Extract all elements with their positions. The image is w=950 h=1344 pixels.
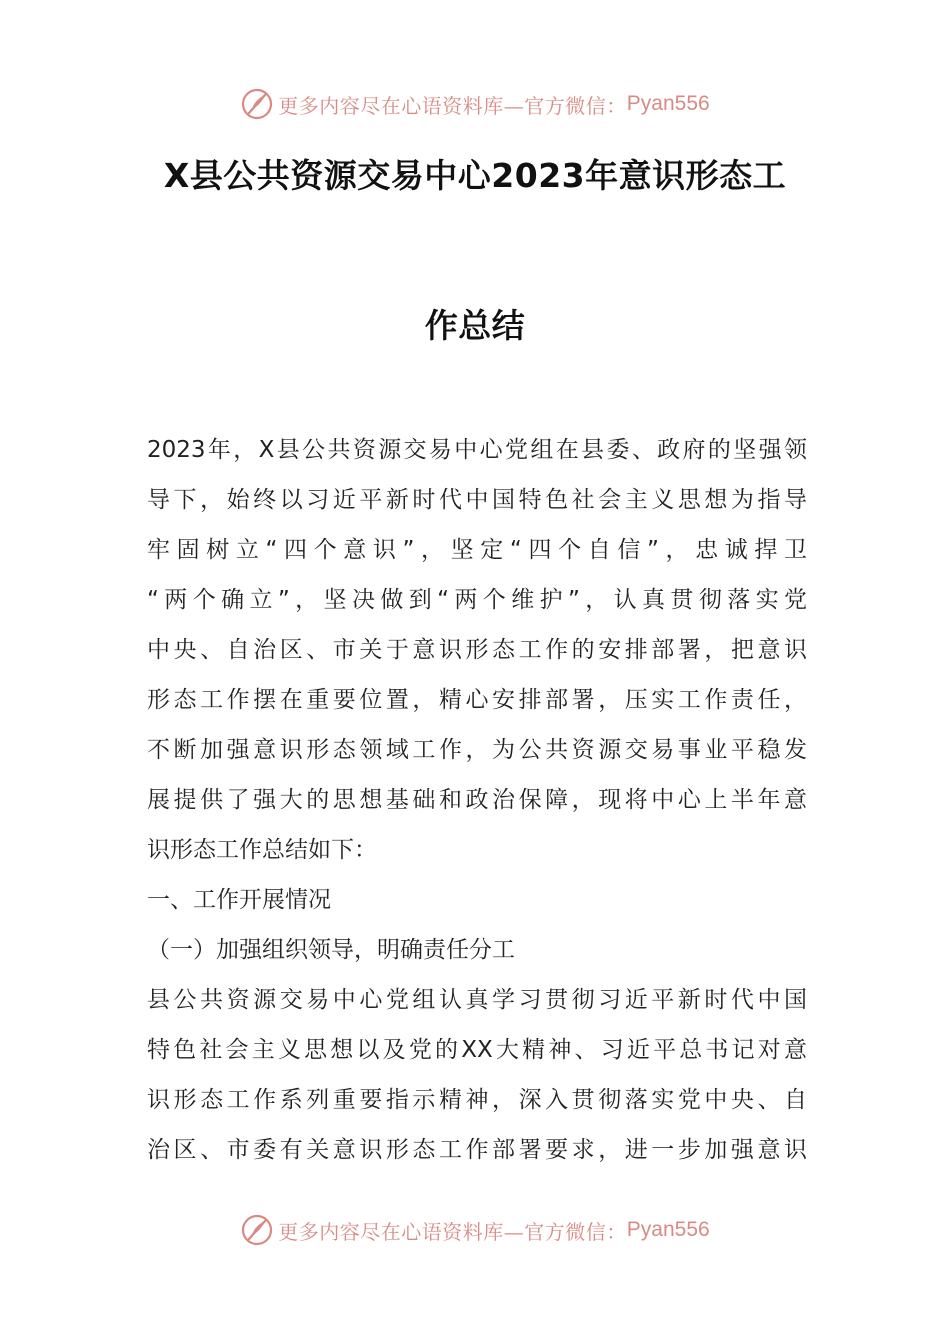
body-line: 中央、自治区、市关于意识形态工作的安排部署，把意识: [147, 637, 807, 663]
body-line: 2023年，X县公共资源交易中心党组在县委、政府的坚强领: [147, 437, 807, 463]
body-line: 形态工作摆在重要位置，精心安排部署，压实工作责任，: [147, 687, 807, 713]
footer-watermark: [0, 1210, 950, 1250]
quill-logo-icon: [240, 87, 274, 121]
body-line: 治区、市委有关意识形态工作部署要求，进一步加强意识: [147, 1137, 807, 1163]
subsection-heading: （一）加强组织领导，明确责任分工: [147, 937, 515, 963]
body-line: 特色社会主义思想以及党的XX大精神、习近平总书记对意: [147, 1037, 807, 1063]
body-line: 县公共资源交易中心党组认真学习贯彻习近平新时代中国: [147, 987, 807, 1013]
header-watermark: [0, 84, 950, 124]
section-heading: 一、工作开展情况: [147, 887, 331, 913]
body-line: 不断加强意识形态领域工作，为公共资源交易事业平稳发: [147, 737, 807, 763]
body-line: 识形态工作总结如下：: [147, 837, 377, 863]
watermark-wechat-id: Pyan556: [626, 92, 710, 115]
body-line: 识形态工作系列重要指示精神，深入贯彻落实党中央、自: [147, 1087, 807, 1113]
document-body: [147, 425, 807, 1175]
document-title-line-2: 作总结: [424, 306, 526, 345]
watermark-wechat-id: Pyan556: [626, 1218, 710, 1241]
document-title-line-1: X县公共资源交易中心2023年意识形态工: [163, 156, 787, 195]
watermark-text: 更多内容尽在心语资料库—官方微信：: [278, 1219, 627, 1244]
body-line: 展提供了强大的思想基础和政治保障，现将中心上半年意: [147, 787, 807, 813]
body-line: “两个确立”，坚决做到“两个维护”，认真贯彻落实党: [147, 587, 807, 613]
body-line: 导下，始终以习近平新时代中国特色社会主义思想为指导: [147, 487, 807, 513]
body-line: 牢固树立“四个意识”，坚定“四个自信”，忠诚捍卫: [147, 537, 807, 563]
watermark-text: 更多内容尽在心语资料库—官方微信：: [278, 93, 627, 118]
quill-logo-icon: [240, 1213, 274, 1247]
